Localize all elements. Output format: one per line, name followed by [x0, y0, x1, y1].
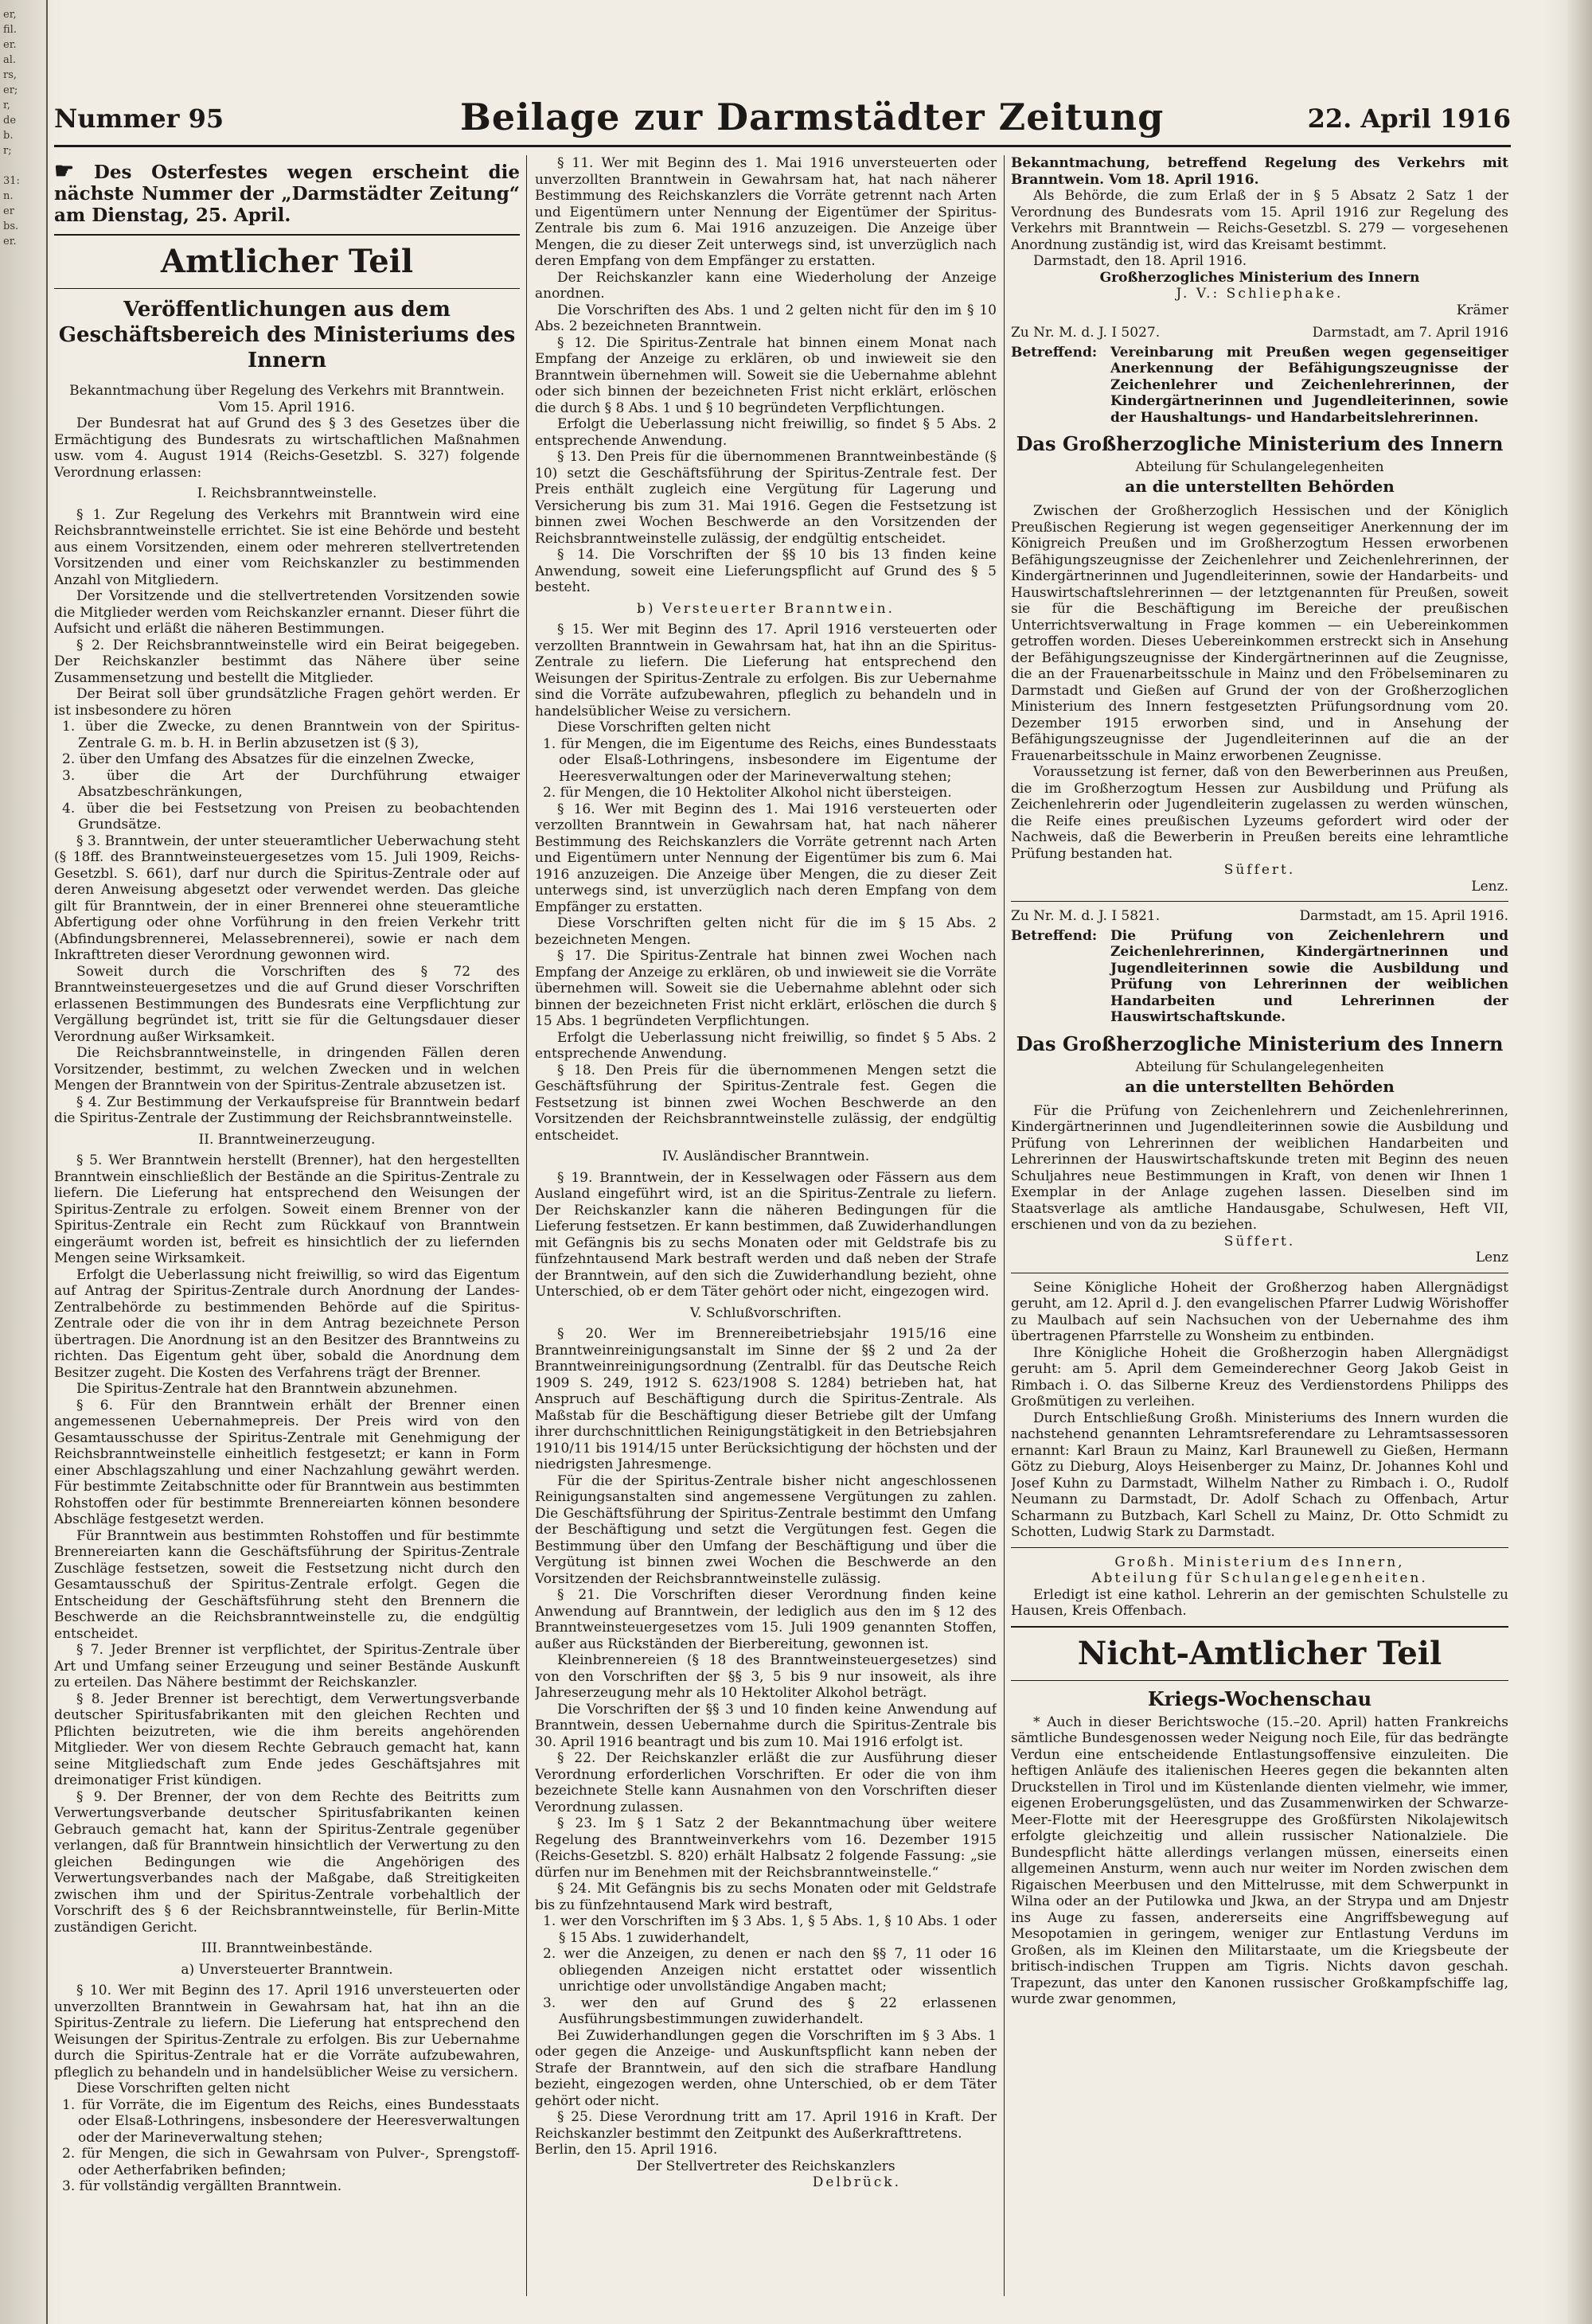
- paragraph: § 21. Die Vorschriften dieser Verordnung finden keine Anwendung auf Branntwein, der lediglich aus den im § 12 des Branntweinsteuergesetzes vom 15. Juli 1909 genannten Stoffen, außer aus Rückständen der Bierbereitung, gewonnen ist.: [535, 1587, 997, 1652]
- section-rule: [54, 234, 520, 236]
- subject-label: Betreffend:: [1011, 927, 1098, 944]
- notice-heading: Großh. Ministerium des Innern,: [1114, 1554, 1405, 1570]
- strip-fragment: al.: [3, 54, 17, 66]
- paragraph: Durch Entschließung Großh. Ministeriums des Innern wurden die nachstehend genannten Lehramtsreferendare zu Lehramtsassessoren ernannt: Karl Braun zu Mainz, Karl Braunewell zu Gießen, Hermann Götz zu Dieburg, Aloys Heisenberger zu Mainz, Dr. Johannes Kohl und Josef Kuhn zu Darmstadt, Wilhelm Nather zu Rimbach i. O., Rudolf Neumann zu Darmstadt, Dr. Adolf Schach zu Offenbach, Artur Scharmann zu Butzbach, Karl Schell zu Mainz, Dr. Otto Schmidt zu Schotten, Ludwig Stark zu Darmstadt.: [1011, 1410, 1508, 1540]
- signoff-title: Der Stellvertreter des Reichskanzlers: [636, 2158, 896, 2174]
- paragraph: Der Beirat soll über grundsätzliche Fragen gehört werden. Er ist insbesondere zu hören: [54, 686, 520, 719]
- paragraph: Die Spiritus-Zentrale hat den Branntwein abzunehmen.: [76, 1381, 458, 1397]
- section-rule: [1011, 1547, 1508, 1548]
- paragraph: § 24. Mit Gefängnis bis zu sechs Monaten oder mit Geldstrafe bis zu fünfzehntausend Mark wird bestraft,: [535, 1881, 997, 1913]
- list-item: 3. wer den auf Grund des § 22 erlassenen Ausführungsbestimmungen zuwiderhandelt.: [543, 1995, 997, 2027]
- masthead-rule: [54, 145, 1511, 147]
- section-rule: [54, 288, 520, 289]
- paragraph: Diese Vorschriften gelten nicht für die im § 15 Abs. 2 bezeichneten Mengen.: [535, 915, 997, 948]
- paragraph: § 5. Wer Branntwein herstellt (Brenner), hat den hergestellten Branntwein einschließlich der Bestände an die Spiritus-Zentrale zu liefern. Die Lieferung hat entsprechend den Weisungen der Spiritus-Zentrale zu erfolgen. Soweit einem Brenner von der Spiritus-Zentrale ein Recht zum Rückkauf von Branntwein eingeräumt worden ist, befreit es hinsichtlich der zu liefernden Mengen seine Wirksamkeit.: [54, 1152, 520, 1266]
- strip-fragment: 31:: [3, 175, 20, 187]
- section-heading: I. Reichsbranntweinstelle.: [197, 485, 377, 501]
- strip-fragment: rs,: [3, 69, 18, 81]
- paragraph: Die Reichsbranntweinstelle, in dringenden Fällen deren Vorsitzender, bestimmt, zu welchen Zwecken und in welchen Mengen der Branntwein von der Spiritus-Zentrale abzusetzen ist.: [54, 1045, 520, 1094]
- subject-label: Betreffend:: [1011, 344, 1098, 361]
- strip-fragment: fil.: [3, 24, 17, 36]
- paragraph: § 6. Für den Branntwein erhält der Brenner einen angemessenen Uebernahmepreis. Der Preis wird von den Gesamtausschusse der Spiritus-Zentrale mit Genehmigung der Reichsbranntweinstelle einheitlich festgesetzt; er kann in Form einer Abschlagszahlung und einer Nachzahlung gewährt werden. Für bestimmte Zeitabschnitte oder für Branntwein aus bestimmten Rohstoffen oder für bestimmte Brennereiarten können besondere Abschläge festgesetzt werden.: [54, 1397, 520, 1527]
- reference-date: Darmstadt, am 7. April 1916: [1312, 325, 1508, 341]
- paragraph: § 13. Den Preis für die übernommenen Branntweinbestände (§ 10) setzt die Geschäftsführung der Spiritus-Zentrale fest. Der Preis enthält zugleich eine Vergütung für Lagerung und Versicherung bis zum 31. Mai 1916. Gegen die Festsetzung ist binnen zwei Wochen Beschwerde an den Vorsitzenden der Reichsbranntweinstelle zulässig, der endgültig entscheidet.: [535, 449, 997, 547]
- strip-fragment: er.: [3, 39, 17, 51]
- reference-line: [1011, 908, 1508, 925]
- paragraph: Für die Prüfung von Zeichenlehrern und Zeichenlehrerinnen, Kindergärtnerinnen und Jugendleiterinnen sowie die Ausbildung und Prüfung von Lehrerinnen der weiblichen Handarbeiten und Lehrerinnen der Hauswirtschaftskunde treten mit Beginn des neuen Schuljahres neue Bestimmungen in Kraft, von denen wir Ihnen 1 Exemplar in der Anlage zugehen lassen. Dieselben sind im Staatsverlage als amtliche Handausgabe, Schulwesen, Heft VII, erschienen und von da zu beziehen.: [1011, 1102, 1508, 1233]
- paragraph: Der Reichskanzler kann eine Wiederholung der Anzeige anordnen.: [535, 269, 997, 302]
- paragraph: Diese Vorschriften gelten nicht: [76, 2080, 290, 2096]
- paragraph: § 4. Zur Bestimmung der Verkaufspreise für Branntwein bedarf die Spiritus-Zentrale der Zustimmung der Reichsbranntweinstelle.: [54, 1094, 520, 1126]
- ministry-signature: Großherzogliches Ministerium des Innern: [1099, 269, 1420, 286]
- paragraph: § 20. Wer im Brennereibetriebsjahr 1915/16 eine Branntweinreinigungsanstalt im Sinne der §§ 2 und 2a der Branntweinreinigungsordnung (Zentralbl. für das Deutsche Reich 1909 S. 249, 1912 S. 623/1908 S. 1284) betrieben hat, hat Anspruch auf Beschäftigung durch die Spiritus-Zentrale. Als Maßstab für die Beschäftigung dieser Betriebe gilt der Umfang ihrer durchschnittlichen Reinigungstätigkeit in den Betriebsjahren 1910/11 bis 1914/15 unter Berücksichtigung der höchsten und der niedrigsten Jahresmenge.: [535, 1326, 997, 1472]
- paragraph: Für die der Spiritus-Zentrale bisher nicht angeschlossenen Reinigungsanstalten sind angemessene Vergütungen zu zahlen. Die Geschäftsführung der Spiritus-Zentrale bestimmt den Umfang der Beschäftigung und setzt die Vergütungen fest. Gegen die Bestimmung über den Umfang der Beschäftigung und über die Vergütung ist binnen zwei Wochen die Beschwerde an den Vorsitzenden der Reichsbranntweinstelle zulässig.: [535, 1472, 997, 1587]
- paragraph: Für Branntwein aus bestimmten Rohstoffen und für bestimmte Brennereiarten kann die Geschäftsführung der Spiritus-Zentrale Zuschläge festsetzen, soweit die Festsetzung nicht durch den Gesamtausschuß der Spiritus-Zentrale erfolgt. Gegen die Entscheidung der Geschäftsführung steht den Brennern die Beschwerde an die Reichsbranntweinstelle zu, die endgültig entscheidet.: [54, 1527, 520, 1642]
- paragraph: § 11. Wer mit Beginn des 1. Mai 1916 unversteuerten oder unverzollten Branntwein in Gewahrsam hat, hat nach näherer Bestimmung des Reichskanzlers die Vorräte getrennt nach Arten und Eigentümern unter Nennung der Eigentümer der Spiritus-Zentrale bis zum 6. Mai 1916 anzuzeigen. Die Anzeige über Mengen, die zu dieser Zeit unterwegs sind, ist unverzüglich nach deren Empfang von dem Empfänger zu erstatten.: [535, 155, 997, 269]
- decree-title: Bekanntmachung über Regelung des Verkehrs mit Branntwein. Vom 15. April 1916.: [69, 383, 505, 415]
- list-item: 2. über den Umfang des Absatzes für die einzelnen Zwecke,: [62, 751, 475, 767]
- list-item: 3. über die Art der Durchführung etwaiger Absatzbeschränkungen,: [62, 767, 520, 800]
- subject-text: Die Prüfung von Zeichenlehrern und Zeichenlehrerinnen, Kindergärtnerinnen und Jugendleiterinnen sowie die Ausbildung und Prüfung von Lehrerinnen der weiblichen Handarbeiten und Lehrerinnen der Hauswirtschaftskunde.: [1110, 927, 1508, 1025]
- strip-fragment: [0, 159, 46, 173]
- department-line: Abteilung für Schulangelegenheiten: [1135, 459, 1384, 475]
- paragraph: § 23. Im § 1 Satz 2 der Bekanntmachung über weitere Regelung des Branntweinverkehrs vom 16. Dezember 1915 (Reichs-Gesetzbl. S. 820) erhält Halbsatz 2 folgende Fassung: „sie dürfen nur im Benehmen mit der Reichsbranntweinstelle.“: [535, 1815, 997, 1881]
- ministry-heading: Veröffentlichungen aus dem Geschäftsbereich des Ministeriums des Innern: [58, 298, 516, 372]
- signoff-place: Berlin, den 15. April 1916.: [535, 2142, 718, 2158]
- paragraph: Voraussetzung ist ferner, daß von den Bewerberinnen aus Preußen, die im Großherzogtum Hessen zur Ausbildung und Prüfung als Zeichenlehrerin oder Jugendleiterin zugelassen zu werden wünschen, die Reife eines preußischen Lyzeums gefordert wird oder der Nachweis, daß die Bewerberin in Preußen bereits eine lehramtliche Prüfung bestanden hat.: [1011, 764, 1508, 862]
- paragraph: § 18. Den Preis für die übernommenen Mengen setzt die Geschäftsführung der Spiritus-Zentrale fest. Gegen die Festsetzung ist binnen zwei Wochen Beschwerde an den Vorsitzenden der Reichsbranntweinstelle zulässig, der endgültig entscheidet.: [535, 1062, 997, 1144]
- column-1: [54, 155, 520, 2296]
- page-edge: [1568, 0, 1592, 2324]
- subject-line: [1011, 928, 1508, 1026]
- strip-fragment: r,: [3, 99, 10, 111]
- column-divider: [526, 155, 527, 2296]
- subsection-heading: a) Unversteuerter Branntwein.: [181, 1961, 393, 1978]
- paragraph: Bei Zuwiderhandlungen gegen die Vorschriften im § 3 Abs. 1 oder gegen die Anzeige- und Auskunftspflicht kann neben der Strafe der Branntwein, auf den sich die strafbare Handlung bezieht, eingezogen werden, ohne Unterschied, ob er dem Täter gehört oder nicht.: [535, 2027, 997, 2109]
- notice-heading: Abteilung für Schulangelegenheiten.: [1091, 1570, 1428, 1586]
- reference-line: [1011, 325, 1508, 341]
- section-heading: III. Branntweinbestände.: [201, 1940, 373, 1956]
- list-item: 2. wer die Anzeigen, zu denen er nach den §§ 7, 11 oder 16 obliegenden Anzeigen nicht erstattet oder wissentlich unrichtige oder unvollständige Angaben macht;: [543, 1946, 997, 1995]
- deputy-signature: J. V.: Schliephake.: [1176, 286, 1344, 302]
- issue-date: 22. April 1916: [1307, 103, 1511, 134]
- clerk-signature: Krämer: [1456, 302, 1508, 318]
- list-item: 1. für Vorräte, die im Eigentum des Reichs, eines Bundesstaats oder Elsaß-Lothringens, insbesondere der Heeresverwaltungen oder der Marineverwaltung stehen;: [62, 2096, 520, 2146]
- issue-number: Nummer 95: [54, 103, 224, 134]
- kriegs-wochenschau-heading: Kriegs-Wochenschau: [1147, 1686, 1372, 1710]
- column-2: [535, 155, 997, 2296]
- column-divider: [1004, 155, 1005, 2296]
- list-item: 2. für Mengen, die sich in Gewahrsam von Pulver-, Sprengstoff- oder Aetherfabriken befinden;: [62, 2146, 520, 2178]
- reference-date: Darmstadt, am 15. April 1916.: [1299, 908, 1508, 924]
- paragraph: § 9. Der Brenner, der von dem Rechte des Beitritts zum Verwertungsverbande deutscher Spiritusfabrikanten keinen Gebrauch gemacht hat, kann der Spiritus-Zentrale gegenüber verlangen, daß für Branntwein hinsichtlich der Verwertung zu den gleichen Bedingungen wie die Angehörigen des Verwertungsverbandes nach der Maßgabe, daß Streitigkeiten zwischen ihm und der Spiritus-Zentrale vorbehaltlich der Vorschrift des § 6 der Reichsbranntweinstelle, für Berlin-Mitte zuständigen Gericht.: [54, 1788, 520, 1936]
- signature: Lenz.: [1471, 878, 1508, 895]
- paragraph: Erfolgt die Ueberlassung nicht freiwillig, so findet § 5 Abs. 2 entsprechende Anwendung.: [535, 416, 997, 449]
- list-item: 2. für Mengen, die 10 Hektoliter Alkohol nicht übersteigen.: [543, 785, 952, 801]
- section-rule: [1011, 1626, 1508, 1628]
- decree-title: Bekanntmachung, betreffend Regelung des Verkehrs mit Branntwein. Vom 18. April 1916.: [1011, 155, 1508, 188]
- adjacent-page-strip: [0, 0, 48, 2324]
- paragraph: Die Vorschriften der §§ 3 und 10 finden keine Anwendung auf Branntwein, dessen Uebernahme durch die Spiritus-Zentrale bis 30. April 1916 beantragt und bis zum 10. Mai 1916 erfolgt ist.: [535, 1701, 997, 1750]
- paragraph: § 8. Jeder Brenner ist berechtigt, dem Verwertungsverbande deutscher Spiritusfabrikanten mit den gleichen Rechten und Pflichten beizutreten, wie die ihm bereits angehörenden Mitglieder. Wer von diesem Rechte Gebrauch gemacht hat, kann seine Mitgliedschaft zum Ende jedes Geschäftsjahres mit dreimonatiger Frist kündigen.: [54, 1690, 520, 1788]
- strip-fragment: er,: [3, 9, 17, 21]
- signature: Süffert.: [1223, 862, 1296, 878]
- section-heading: IV. Ausländischer Branntwein.: [661, 1148, 870, 1164]
- paragraph: Zwischen der Großherzoglich Hessischen und der Königlich Preußischen Regierung ist wegen gegenseitiger Anerkennung der im Königreich Preußen und im Großherzogtum Hessen erworbenen Befähigungszeugnisse der Zeichenlehrer und Zeichenlehrerinnen, der Kindergärtnerinnen und Jugendleiterinnen, sowie der Handarbeits- und Hauswirtschaftslehrerinnen — der letztgenannten für Preußen, soweit sie für die Beschäftigung im Bereiche der preußischen Unterrichtsverwaltung in Frage kommen — ein Uebereinkommen getroffen worden. Dieses Uebereinkommen erstreckt sich in Ansehung der Befähigungszeugnisse der Kindergärtnerinnen auf die Zeugnisse, die an der Frauenarbeitsschule in Mainz und den Fröbelseminaren zu Darmstadt und Gießen auf Grund der von der Großherzoglichen Ministerium des Innern festgesetzten Prüfungsordnung vom 20. Dezember 1915 erworben sind, und in Ansehung der Befähigungszeugnisse der Jugendleiterinnen auf die an der Frauenarbeitsschule in Mainz erworbenen Zeugnisse.: [1011, 503, 1508, 764]
- paragraph: Die Vorschriften des Abs. 1 und 2 gelten nicht für den im § 10 Abs. 2 bezeichneten Branntwein.: [535, 302, 997, 334]
- strip-fragment: [0, 250, 46, 263]
- paragraph: § 10. Wer mit Beginn des 17. April 1916 unversteuerten oder unverzollten Branntwein in Gewahrsam hat, hat ihn an die Spiritus-Zentrale zu liefern. Die Lieferung hat entsprechend den Weisungen der Spiritus-Zentrale zu erfolgen. Bis zur Uebernahme durch die Spiritus-Zentrale hat er die Vorräte aufzubewahren, pfleglich zu behandeln und in handelsüblicher Weise zu versichern.: [54, 1983, 520, 2080]
- addressee-line: an die unterstellten Behörden: [1125, 477, 1395, 496]
- list-item: 1. über die Zwecke, zu denen Branntwein von der Spiritus-Zentrale G. m. b. H. in Berlin abzusetzen ist (§ 3),: [62, 719, 520, 751]
- section-heading: II. Branntweinerzeugung.: [198, 1131, 376, 1148]
- signoff-name: Delbrück.: [812, 2174, 901, 2190]
- subject-text: Vereinbarung mit Preußen wegen gegenseitiger Anerkennung der Befähigungszeugnisse der Zeichenlehrer und Zeichenlehrerinnen, der Kindergärtnerinnen und Jugendleiterinnen, sowie der Haushaltungs- und Handarbeitslehrerinnen.: [1110, 344, 1508, 426]
- section-rule: [1011, 901, 1508, 902]
- pointing-hand-icon: ☛: [54, 158, 75, 184]
- paragraph: § 3. Branntwein, der unter steueramtlicher Ueberwachung steht (§ 18ff. des Branntweinsteuergesetzes vom 15. Juli 1909, Reichs-Gesetzbl. S. 661), darf nur durch die Spiritus-Zentrale oder auf deren Anweisung abgesetzt oder verwendet werden. Das gleiche gilt für Branntwein, der in einer Brennerei ohne steueramtliche Abfertigung oder ohne Vorführung in den freien Verkehr tritt (Abfindungsbrennerei, Melassebrennerei), sowie er nach dem Inkrafttreten dieser Verordnung gewonnen wird.: [54, 833, 520, 963]
- paragraph: Kleinbrennereien (§ 18 des Branntweinsteuergesetzes) sind von den Vorschriften der §§ 3, 5 bis 9 nur insoweit, als ihre Jahreserzeugung mehr als 10 Hektoliter Alkohol beträgt.: [535, 1652, 997, 1701]
- signature: Süffert.: [1223, 1233, 1296, 1250]
- nicht-amtlicher-teil-heading: Nicht-Amtlicher Teil: [1077, 1634, 1442, 1672]
- paragraph: Der Vorsitzende und die stellvertretenden Vorsitzenden sowie die Mitglieder werden vom Reichskanzler ernannt. Dieser führt die Aufsicht und erläßt die näheren Bestimmungen.: [54, 588, 520, 637]
- subject-line: [1011, 345, 1508, 427]
- department-line: Abteilung für Schulangelegenheiten: [1135, 1059, 1384, 1075]
- section-rule: [1011, 1680, 1508, 1681]
- ministry-heading: Das Großherzogliche Ministerium des Innern: [1016, 1031, 1504, 1055]
- paragraph: Diese Vorschriften gelten nicht: [557, 719, 771, 735]
- paragraph: § 12. Die Spiritus-Zentrale hat binnen einem Monat nach Empfang der Anzeige zu erklären, ob und inwieweit sie den Branntwein übernehmen will. Soweit sie die Uebernahme ablehnt oder sich binnen der bezeichneten Frist nicht erklärt, erlöschen die durch § 8 Abs. 1 und § 10 begründeten Verpflichtungen.: [535, 334, 997, 416]
- paragraph: § 25. Diese Verordnung tritt am 17. April 1916 in Kraft. Der Reichskanzler bestimmt den Zeitpunkt des Außerkrafttretens.: [535, 2109, 997, 2142]
- paragraph: Erfolgt die Ueberlassung nicht freiwillig, so wird das Eigentum auf Antrag der Spiritus-Zentrale durch Anordnung der Landes-Zentralbehörde zu bestimmenden Behörde auf die Spiritus-Zentrale oder die von ihr in dem Antrag bezeichnete Person übertragen. Die Anordnung ist an den Besitzer des Branntweins zu richten. Das Eigentum geht über, sobald die Anordnung dem Besitzer zugeht. Die Kosten des Verfahrens trägt der Brenner.: [54, 1266, 520, 1381]
- list-item: 1. für Mengen, die im Eigentume des Reichs, eines Bundesstaats oder Elsaß-Lothringens, insbesondere im Eigentume der Heeresverwaltungen oder der Marineverwaltung stehen;: [543, 735, 997, 785]
- strip-fragment: [0, 265, 46, 279]
- ministry-heading: Das Großherzogliche Ministerium des Innern: [1016, 432, 1504, 455]
- paragraph: § 22. Der Reichskanzler erläßt die zur Ausführung dieser Verordnung erforderlichen Vorschriften. Er oder die von ihm bezeichnete Stelle kann Ausnahmen von den Vorschriften dieser Verordnung zulassen.: [535, 1750, 997, 1815]
- strip-fragment: b.: [3, 130, 14, 142]
- reference-number: Zu Nr. M. d. J. I 5027.: [1011, 325, 1161, 341]
- signature: Lenz: [1475, 1250, 1508, 1265]
- paragraph: § 17. Die Spiritus-Zentrale hat binnen zwei Wochen nach Empfang der Anzeige zu erklären, ob und inwieweit sie die Vorräte übernehmen will. Soweit sie die Uebernahme ablehnt oder sich binnen der bezeichneten Frist nicht erklärt, erlöschen die durch § 15 Abs. 1 begründeten Verpflichtungen.: [535, 948, 997, 1029]
- paragraph: Als Behörde, die zum Erlaß der in § 5 Absatz 2 Satz 1 der Verordnung des Bundesrats vom 15. April 1916 zur Regelung des Verkehrs mit Branntwein — Reichs-Gesetzbl. S. 279 — vorgesehenen Anordnung zuständig ist, wird das Kreisamt bestimmt.: [1011, 188, 1508, 253]
- paragraph: Erledigt ist eine kathol. Lehrerin an der gemischten Schulstelle zu Hausen, Kreis Offenbach.: [1011, 1586, 1508, 1619]
- section-heading: V. Schlußvorschriften.: [689, 1304, 842, 1321]
- masthead: [54, 96, 1511, 143]
- strip-fragment: er: [3, 205, 14, 217]
- list-item: 4. über die bei Festsetzung von Preisen zu beobachtenden Grundsätze.: [62, 800, 520, 833]
- strip-fragment: n.: [3, 190, 14, 202]
- strip-fragment: r;: [3, 145, 12, 157]
- addressee-line: an die unterstellten Behörden: [1125, 1076, 1395, 1096]
- dateline: Darmstadt, den 18. April 1916.: [1033, 253, 1247, 269]
- paragraph: § 15. Wer mit Beginn des 17. April 1916 versteuerten oder verzollten Branntwein in Gewahrsam hat, hat ihn an die Spiritus-Zentrale zu liefern. Die Lieferung hat entsprechend den Weisungen der Spiritus-Zentrale zu erfolgen. Bis zur Uebernahme sind die Vorräte aufzubewahren, pfleglich zu behandeln und in handelsüblicher Weise zu versichern.: [535, 622, 997, 719]
- strip-fragment: er.: [3, 236, 17, 248]
- paragraph: * Auch in dieser Berichtswoche (15.–20. April) hatten Frankreichs sämtliche Bundesgenossen weder Neigung noch Eile, für das bedrängte Verdun eine entscheidende Entlastungsoffensive einzuleiten. Die heftigen Anläufe des italienischen Heeres gegen die bekannten alten Druckstellen in Tirol und im Küstenlande dienten vielmehr, wie immer, eigenen Eroberungsgelüsten, und das Zusammenwirken der Schwarze-Meer-Flotte mit der Heeresgruppe des Großfürsten Nikolajewitsch erfolgte gleichzeitig und allein russischer Nationalziele. Die Bundespflicht hätte allerdings verlangen müssen, einerseits einen allgemeinen Ansturm, wenn auch nur weiter im Norden zwischen dem Rigaischen Meerbusen und den Mittelrusse, mit dem Schwerpunkt in Wilna oder an der Putilowka und Jkwa, an der Strypa und am Dnjestr ins Auge zu fassen, andererseits eine Angriffsbewegung auf Mesopotamien in geringem, weniger zur Entlastung Verduns im Großen, als im Kleinen den Militarstaate, um die Kriegsbeute der britisch-indischen Truppen am Tigris. Nichts davon geschah. Trapezunt, das unter den Kanonen russischer Großkampfschiffe lag, wurde zwar genommen,: [1011, 1714, 1508, 2007]
- list-item: 3. für vollständig vergällten Branntwein.: [62, 2178, 342, 2194]
- subsection-heading: b) Versteuerter Branntwein.: [637, 600, 895, 617]
- paragraph: Soweit durch die Vorschriften des § 72 des Branntweinsteuergesetzes und die auf Grund dieser Vorschriften erlassenen Bestimmungen des Bundesrats eine Verpflichtung zur Vergällung begründet ist, tritt sie für die Geltungsdauer dieser Verordnung außer Wirksamkeit.: [54, 963, 520, 1045]
- strip-fragment: bs.: [3, 220, 19, 232]
- paragraph: Ihre Königliche Hoheit die Großherzogin haben Allergnädigst geruht: am 5. April dem Gemeinderechner Georg Jakob Geist in Rimbach i. O. das Silberne Kreuz des Verdienstordens Philipps des Großmütigen zu verleihen.: [1011, 1344, 1508, 1410]
- paragraph: Seine Königliche Hoheit der Großherzog haben Allergnädigst geruht, am 12. April d. J. den evangelischen Pfarrer Ludwig Wörishoffer zu Maulbach auf sein Nachsuchen von der Uebernahme des ihm übertragenen Pfarrstelle zu Wonsheim zu entbinden.: [1011, 1279, 1508, 1344]
- reference-number: Zu Nr. M. d. J. I 5821.: [1011, 908, 1161, 924]
- strip-fragment: de: [3, 115, 17, 127]
- paragraph: § 16. Wer mit Beginn des 1. Mai 1916 versteuerten oder verzollten Branntwein in Gewahrsam hat, hat nach näherer Bestimmung des Reichskanzlers die Vorräte getrennt nach Arten und Eigentümern unter Nennung der Eigentümer bis zum 6. Mai 1916 anzuzeigen. Die Anzeige über Mengen, die zu dieser Zeit unterwegs sind, ist unverzüglich nach deren Empfang von dem Empfänger zu erstatten.: [535, 801, 997, 915]
- newspaper-title: Beilage zur Darmstädter Zeitung: [460, 96, 1165, 138]
- paragraph: § 1. Zur Regelung des Verkehrs mit Branntwein wird eine Reichsbranntweinstelle errichtet. Sie ist eine Behörde und besteht aus einem Vorsitzenden, einem oder mehreren stellvertretenden Vorsitzenden und einer vom Reichskanzler zu bestimmenden Anzahl von Mitgliedern.: [54, 506, 520, 588]
- amtlicher-teil-heading: Amtlicher Teil: [160, 243, 414, 280]
- strip-fragment: er;: [3, 84, 18, 96]
- column-3: [1011, 155, 1508, 2296]
- paragraph: Der Bundesrat hat auf Grund des § 3 des Gesetzes über die Ermächtigung des Bundesrats zu wirtschaftlichen Maßnahmen usw. vom 4. August 1914 (Reichs-Gesetzbl. S. 327) folgende Verordnung erlassen:: [54, 415, 520, 481]
- easter-notice: ☛ Des Osterfestes wegen erscheint die nächste Nummer der „Darmstädter Zeitung“ am Dienstag, 25. April.: [54, 158, 520, 226]
- list-item: 1. wer den Vorschriften im § 3 Abs. 1, § 5 Abs. 1, § 10 Abs. 1 oder § 15 Abs. 1 zuwiderhandelt,: [543, 1913, 997, 1946]
- paragraph: § 14. Die Vorschriften der §§ 10 bis 13 finden keine Anwendung, soweit eine Lieferungspflicht auf Grund des § 5 besteht.: [535, 547, 997, 595]
- paragraph: Erfolgt die Ueberlassung nicht freiwillig, so findet § 5 Abs. 2 entsprechende Anwendung.: [535, 1029, 997, 1062]
- paragraph: § 7. Jeder Brenner ist verpflichtet, der Spiritus-Zentrale über Art und Umfang seiner Erzeugung und seiner Bestände Auskunft zu erteilen. Das Nähere bestimmt der Reichskanzler.: [54, 1642, 520, 1690]
- paragraph: § 19. Branntwein, der in Kesselwagen oder Fässern aus dem Ausland eingeführt wird, ist an die Spiritus-Zentrale zu liefern. Der Reichskanzler kann die näheren Bedingungen für die Lieferung festsetzen. Er kann bestimmen, daß Zuwiderhandlungen mit Gefängnis bis zu sechs Monaten oder mit Geldstrafe bis zu fünfzehntausend Mark bestraft werden und daß neben der Strafe der Branntwein, auf den sich die Zuwiderhandlung bezieht, ohne Unterschied, ob er dem Täter gehört oder nicht, eingezogen wird.: [535, 1169, 997, 1300]
- paragraph: § 2. Der Reichsbranntweinstelle wird ein Beirat beigegeben. Der Reichskanzler bestimmt das Nähere über seine Zusammensetzung und bestellt die Mitglieder.: [54, 637, 520, 686]
